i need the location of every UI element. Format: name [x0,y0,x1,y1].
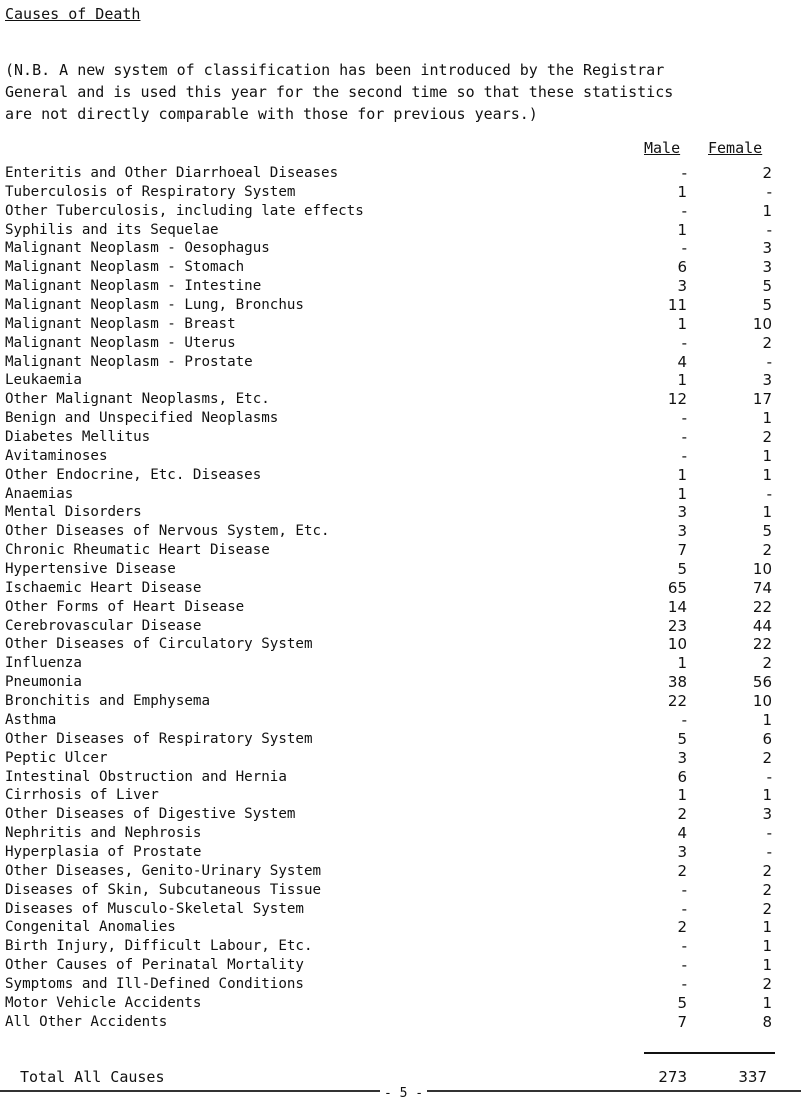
table-row [5,485,795,504]
male-count: 3 [677,277,687,296]
cause-label: Anaemias [5,485,74,502]
cause-label: Malignant Neoplasm - Prostate [5,353,253,370]
male-count: - [681,710,687,729]
table-row [5,1013,795,1032]
cause-label: Diabetes Mellitus [5,429,151,446]
male-count: 1 [677,220,687,239]
male-count: - [681,428,687,447]
cause-label: Intestinal Obstruction and Hernia [5,768,287,785]
total-female: 337 [738,1068,767,1086]
table-row [5,334,795,353]
table-row [5,503,795,522]
table-row [5,824,795,843]
male-count: 10 [667,635,687,654]
table-row [5,786,795,805]
male-count: 7 [677,1012,687,1031]
female-count: 22 [752,635,772,654]
female-count: 5 [762,522,772,541]
table-row [5,937,795,956]
table-row [5,296,795,315]
cause-label: Influenza [5,655,82,672]
male-count: 14 [667,597,687,616]
female-count: 74 [752,578,772,597]
male-count: 1 [677,786,687,805]
male-count: 3 [677,503,687,522]
male-count: 2 [677,805,687,824]
cause-label: Bronchitis and Emphysema [5,693,210,710]
column-header-male: Male [644,139,681,157]
male-count: 5 [677,729,687,748]
female-count: 44 [752,616,772,635]
female-count: 2 [762,428,772,447]
male-count: 2 [677,918,687,937]
male-count: 65 [667,578,687,597]
female-count: 5 [762,296,772,315]
table-row [5,900,795,919]
male-count: 38 [667,673,687,692]
table-row [5,221,795,240]
male-count: 6 [677,767,687,786]
female-count: 3 [762,239,772,258]
table-row [5,749,795,768]
female-count: - [766,767,772,786]
female-count: 6 [762,729,772,748]
female-count: 3 [762,805,772,824]
cause-label: Other Diseases of Respiratory System [5,730,313,747]
male-count: 3 [677,522,687,541]
table-row [5,635,795,654]
table-row [5,371,795,390]
female-count: 1 [762,201,772,220]
male-count: 12 [667,390,687,409]
table-row [5,805,795,824]
column-header-female: Female [708,139,763,157]
cause-label: Chronic Rheumatic Heart Disease [5,542,270,559]
female-count: - [766,182,772,201]
cause-label: Malignant Neoplasm - Lung, Bronchus [5,297,304,314]
cause-label: Other Malignant Neoplasms, Etc. [5,391,270,408]
female-count: 2 [762,974,772,993]
total-male: 273 [658,1068,687,1086]
cause-label: All Other Accidents [5,1013,168,1030]
male-count: 23 [667,616,687,635]
table-row [5,409,795,428]
male-count: 6 [677,258,687,277]
female-count: 5 [762,277,772,296]
female-count: 10 [752,692,772,711]
table-row [5,541,795,560]
cause-label: Other Diseases of Nervous System, Etc. [5,523,330,540]
male-count: 5 [677,560,687,579]
female-count: 3 [762,258,772,277]
female-count: 2 [762,654,772,673]
cause-label: Birth Injury, Difficult Labour, Etc. [5,938,313,955]
cause-label: Leukaemia [5,372,82,389]
table-row [5,881,795,900]
male-count: - [681,446,687,465]
female-count: - [766,220,772,239]
classification-note: (N.B. A new system of classification has been introduced by the Registrar General and is used this year for the second time so that these statistics are not directly comparable with those for previous years.) [5,61,674,123]
female-count: - [766,842,772,861]
cause-label: Malignant Neoplasm - Intestine [5,278,262,295]
female-count: - [766,484,772,503]
table-row [5,183,795,202]
table-row [5,466,795,485]
cause-label: Syphilis and its Sequelae [5,221,219,238]
total-label: Total All Causes [20,1068,165,1086]
male-count: 1 [677,182,687,201]
female-count: 1 [762,465,772,484]
male-count: 1 [677,465,687,484]
table-row [5,843,795,862]
female-count: 1 [762,446,772,465]
table-row [5,315,795,334]
female-count: 2 [762,880,772,899]
female-count: 10 [752,560,772,579]
cause-label: Other Diseases of Digestive System [5,806,296,823]
cause-label: Asthma [5,711,57,728]
cause-label: Other Diseases of Circulatory System [5,636,313,653]
cause-label: Avitaminoses [5,447,108,464]
table-row [5,692,795,711]
female-count: 17 [752,390,772,409]
male-count: - [681,201,687,220]
male-count: - [681,239,687,258]
male-count: 11 [667,296,687,315]
table-row [5,522,795,541]
table-row [5,994,795,1013]
male-count: 4 [677,824,687,843]
female-count: 2 [762,333,772,352]
male-count: 4 [677,352,687,371]
male-count: 2 [677,861,687,880]
cause-label: Diseases of Skin, Subcutaneous Tissue [5,881,322,898]
cause-label: Malignant Neoplasm - Stomach [5,259,245,276]
cause-label: Ischaemic Heart Disease [5,579,202,596]
causes-table [5,164,795,1032]
table-row [5,598,795,617]
cause-label: Hypertensive Disease [5,561,176,578]
table-row [5,654,795,673]
female-count: 1 [762,409,772,428]
female-count: 2 [762,541,772,560]
table-row [5,579,795,598]
cause-label: Cerebrovascular Disease [5,617,202,634]
page-title: Causes of Death [5,5,141,23]
cause-label: Other Tuberculosis, including late effects [5,202,364,219]
table-row [5,202,795,221]
cause-label: Malignant Neoplasm - Breast [5,315,236,332]
cause-label: Other Endocrine, Etc. Diseases [5,466,262,483]
cause-label: Symptoms and Ill-Defined Conditions [5,975,304,992]
male-count: - [681,937,687,956]
female-count: 2 [762,164,772,182]
male-count: 3 [677,842,687,861]
female-count: 10 [752,314,772,333]
female-count: 3 [762,371,772,390]
female-count: 1 [762,786,772,805]
female-count: 56 [752,673,772,692]
table-row [5,711,795,730]
female-count: 2 [762,748,772,767]
table-row [5,277,795,296]
male-count: - [681,164,687,182]
table-row [5,975,795,994]
table-row [5,730,795,749]
female-count: 1 [762,956,772,975]
table-row [5,673,795,692]
male-count: - [681,956,687,975]
cause-label: Pneumonia [5,674,82,691]
cause-label: Tuberculosis of Respiratory System [5,183,296,200]
male-count: 1 [677,654,687,673]
male-count: - [681,899,687,918]
male-count: - [681,974,687,993]
male-count: 1 [677,484,687,503]
male-count: 1 [677,314,687,333]
table-row [5,560,795,579]
female-count: 8 [762,1012,772,1031]
male-count: - [681,880,687,899]
cause-label: Cirrhosis of Liver [5,787,159,804]
cause-label: Other Forms of Heart Disease [5,598,245,615]
table-row [5,956,795,975]
cause-label: Diseases of Musculo-Skeletal System [5,900,304,917]
female-count: 22 [752,597,772,616]
cause-label: Congenital Anomalies [5,919,176,936]
cause-label: Peptic Ulcer [5,749,108,766]
female-count: 1 [762,503,772,522]
cause-label: Malignant Neoplasm - Uterus [5,334,236,351]
cause-label: Nephritis and Nephrosis [5,825,202,842]
table-row [5,258,795,277]
male-count: 22 [667,692,687,711]
female-count: 2 [762,861,772,880]
table-row [5,390,795,409]
female-count: 1 [762,993,772,1012]
table-row [5,239,795,258]
cause-label: Enteritis and Other Diarrhoeal Diseases [5,165,339,181]
table-row [5,918,795,937]
page-number: - 5 - [380,1086,427,1101]
table-row [5,447,795,466]
male-count: 5 [677,993,687,1012]
female-count: - [766,824,772,843]
table-row [5,164,795,183]
female-count: 1 [762,918,772,937]
table-row [5,862,795,881]
cause-label: Malignant Neoplasm - Oesophagus [5,240,270,257]
female-count: - [766,352,772,371]
female-count: 1 [762,710,772,729]
cause-label: Other Diseases, Genito-Urinary System [5,862,322,879]
cause-label: Other Causes of Perinatal Mortality [5,957,304,974]
male-count: 1 [677,371,687,390]
male-count: 7 [677,541,687,560]
female-count: 1 [762,937,772,956]
total-rule [644,1052,775,1054]
cause-label: Mental Disorders [5,504,142,521]
cause-label: Benign and Unspecified Neoplasms [5,410,279,427]
table-row [5,428,795,447]
table-row [5,617,795,636]
table-row [5,768,795,787]
cause-label: Motor Vehicle Accidents [5,994,202,1011]
cause-label: Hyperplasia of Prostate [5,843,202,860]
male-count: - [681,333,687,352]
table-row [5,353,795,372]
male-count: - [681,409,687,428]
male-count: 3 [677,748,687,767]
female-count: 2 [762,899,772,918]
